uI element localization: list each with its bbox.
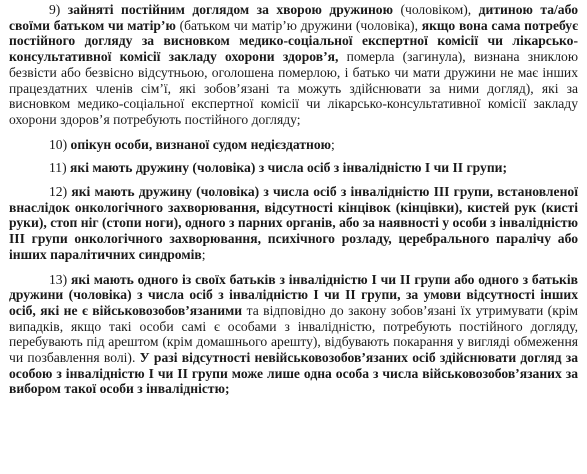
paragraph-text <box>9 272 578 397</box>
text-run: (чоловіком), <box>392 2 479 17</box>
paragraph-9 <box>9 2 578 128</box>
bold-run: дитиною та/або своїми батьком чи матір’ю <box>9 2 578 33</box>
paragraph-text <box>71 137 335 152</box>
paragraph-10 <box>9 137 578 153</box>
bold-run: опікун особи, визнаної судом недієздатною <box>70 136 332 152</box>
paragraph-11 <box>9 160 578 176</box>
text-run: померла (загинула), визнана зниклою безвісти або безвісно відсутньою, оголошена померлою, і батько чи мати дружини не має інших працездатних членів сім’ї, які зобов’язані та можуть здійснювати за ними догляд), які за висновком медико-соціальної експертної комісії чи лікарсько-консультативної комісії закладу охорони здоров’я потребують постійного догляду; <box>9 49 578 127</box>
item-number: 12) <box>49 184 68 200</box>
paragraph-text <box>9 2 578 127</box>
bold-run: які мають дружину (чоловіка) з числа осіб з інвалідністю I чи II групи; <box>70 160 508 176</box>
item-number: 13) <box>49 271 68 287</box>
bold-run: У разі відсутності невійськовозобов’язаних осіб здійснювати догляд за особою з інвалідністю I чи II групи може лише одна особа з числа військовозобов’язаних за вибором такої особи з інвалідністю; <box>9 350 578 397</box>
bold-run: які мають одного із своїх батьків з інвалідністю I чи II групи або одного з батьків дружини (чоловіка) з числа осіб з інвалідністю I чи II групи, за умови відсутності інших осіб, які не є військовозобов’язаними <box>9 271 578 318</box>
paragraph-12 <box>9 184 578 263</box>
bold-run: які мають дружину (чоловіка) з числа осіб з інвалідністю III групи, встановленої внаслідок онкологічного захворювання, відсутності кінцівок (кінцівки), кистей рук (кисті руки), стоп ніг (стопи ноги), одного з парних органів, або за наявності у особи з інвалідністю III групи онкологічного захворювання, психічного розладу, церебрального паралічу або інших паралітичних синдромів <box>9 184 578 262</box>
text-run: ; <box>331 136 335 152</box>
bold-run: зайняті постійним доглядом за хворою дружиною <box>67 2 393 17</box>
paragraph-13 <box>9 272 578 398</box>
bold-run: якщо вона сама потребує постійного догляду за висновком медико-соціальної експертної комісії чи лікарсько-консультативної комісії закладу охорони здоров’я, <box>9 17 578 65</box>
text-run: ; <box>201 246 206 262</box>
item-number: 10) <box>49 136 68 152</box>
text-run: та відповідно до закону зобов’язані їх утримувати (крім випадків, якщо такі особи самі є особами з інвалідністю, потребують постійного догляду, перебувають під арештом (крім домашнього арешту), відбувають покарання у вигляді обмеження чи позбавлення волі). <box>9 302 578 366</box>
text-run: (батьком чи матір’ю дружини (чоловіка), <box>175 17 422 33</box>
item-number: 11) <box>49 160 67 176</box>
paragraph-text <box>70 160 507 175</box>
paragraph-text <box>9 184 578 262</box>
item-number: 9) <box>49 2 61 17</box>
